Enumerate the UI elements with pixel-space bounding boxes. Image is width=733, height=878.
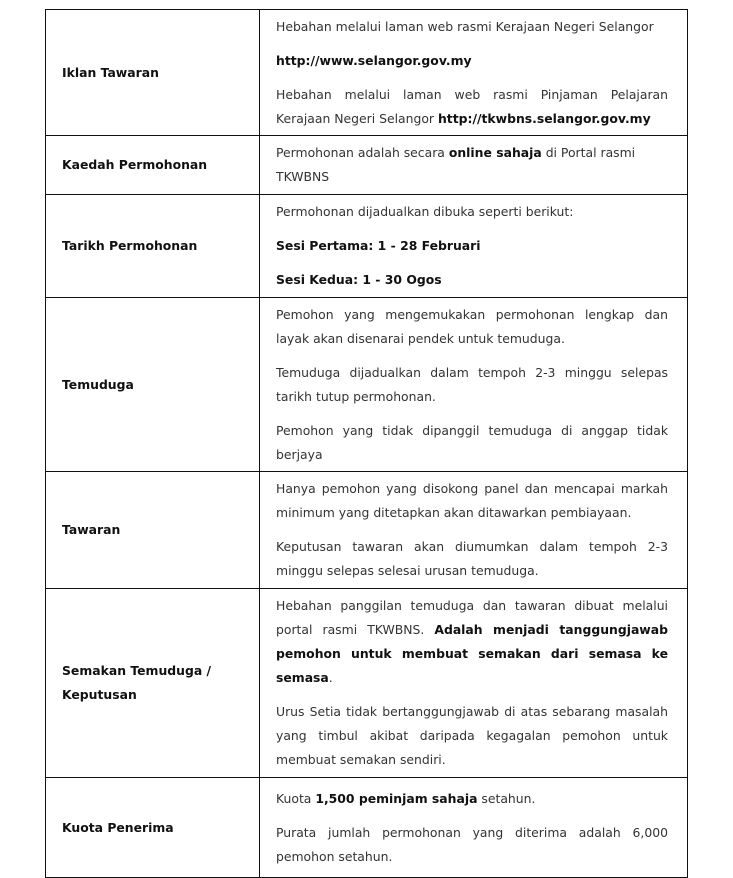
paragraph: Permohonan dijadualkan dibuka seperti berikut:: [276, 204, 574, 219]
paragraph: Temuduga dijadualkan dalam tempoh 2-3 minggu selepas tarikh tutup permohonan.: [276, 364, 668, 404]
paragraph-text: Hebahan panggilan temuduga dan tawaran dibuat melalui portal rasmi TKWBNS.: [276, 598, 668, 637]
paragraph-text: Hebahan melalui laman web rasmi Pinjaman Pelajaran Kerajaan Negeri Selangor: [276, 86, 668, 126]
row-label: Tawaran: [46, 472, 260, 589]
row-label: Temuduga: [46, 298, 260, 472]
paragraph: [276, 787, 668, 811]
paragraph: Hebahan melalui laman web rasmi Kerajaan Negeri Selangor: [276, 18, 654, 34]
paragraph: Hanya pemohon yang disokong panel dan mencapai markah minimum yang ditetapkan akan ditawarkan pembiayaan.: [276, 481, 668, 520]
paragraph: [276, 141, 668, 189]
session-second: Sesi Kedua: 1 - 30 Ogos: [276, 272, 442, 287]
emphasis: 1,500 peminjam sahaja: [315, 790, 478, 806]
session-first: Sesi Pertama: 1 - 28 Februari: [276, 238, 481, 253]
emphasis: Adalah menjadi tanggungjawab pemohon untuk membuat semakan dari semasa ke semasa: [276, 622, 668, 685]
table-row-tarikh-permohonan: [46, 195, 688, 298]
paragraph: [276, 268, 668, 292]
paragraph: [276, 234, 668, 258]
row-content: [260, 778, 688, 878]
tkwbns-link[interactable]: http://tkwbns.selangor.gov.my: [437, 110, 651, 126]
table-row-iklan-tawaran: [46, 10, 688, 136]
row-label: Tarikh Permohonan: [46, 195, 260, 298]
row-content: [260, 10, 688, 136]
row-label: Kaedah Permohonan: [46, 136, 260, 195]
table-row-temuduga: [46, 298, 688, 472]
emphasis: online sahaja: [448, 145, 542, 160]
row-label: Semakan Temuduga / Keputusan: [46, 589, 260, 778]
row-label: Iklan Tawaran: [46, 10, 260, 136]
paragraph: [276, 594, 668, 690]
row-content: [260, 136, 688, 195]
table-row-semakan: [46, 589, 688, 778]
table-row-kuota-penerima: [46, 778, 688, 878]
row-content: [260, 472, 688, 589]
paragraph-text: setahun.: [477, 790, 536, 806]
paragraph: Pemohon yang mengemukakan permohonan lengkap dan layak akan disenarai pendek untuk temuduga.: [276, 306, 668, 346]
paragraph: Purata jumlah permohonan yang diterima adalah 6,000 pemohon setahun.: [276, 824, 668, 864]
table-row-tawaran: [46, 472, 688, 589]
paragraph: [276, 83, 668, 131]
row-content: [260, 298, 688, 472]
info-table: [45, 9, 688, 878]
paragraph: Urus Setia tidak bertanggungjawab di atas sebarang masalah yang timbul akibat daripada kegagalan pemohon untuk membuat semakan sendiri.: [276, 704, 668, 767]
paragraph: Keputusan tawaran akan diumumkan dalam tempoh 2-3 minggu selepas selesai urusan temuduga.: [276, 539, 668, 578]
paragraph-text: Kuota: [276, 790, 316, 806]
paragraph: Pemohon yang tidak dipanggil temuduga di anggap tidak berjaya: [276, 422, 668, 462]
selangor-link[interactable]: http://www.selangor.gov.my: [276, 52, 472, 68]
paragraph-text: Permohonan adalah secara: [276, 145, 449, 160]
row-content: [260, 195, 688, 298]
paragraph: [276, 49, 668, 73]
row-label: Kuota Penerima: [46, 778, 260, 878]
table-row-kaedah-permohonan: [46, 136, 688, 195]
paragraph-text: .: [328, 670, 333, 685]
paragraph-text: di Portal rasmi TKWBNS: [276, 145, 636, 184]
row-content: [260, 589, 688, 778]
